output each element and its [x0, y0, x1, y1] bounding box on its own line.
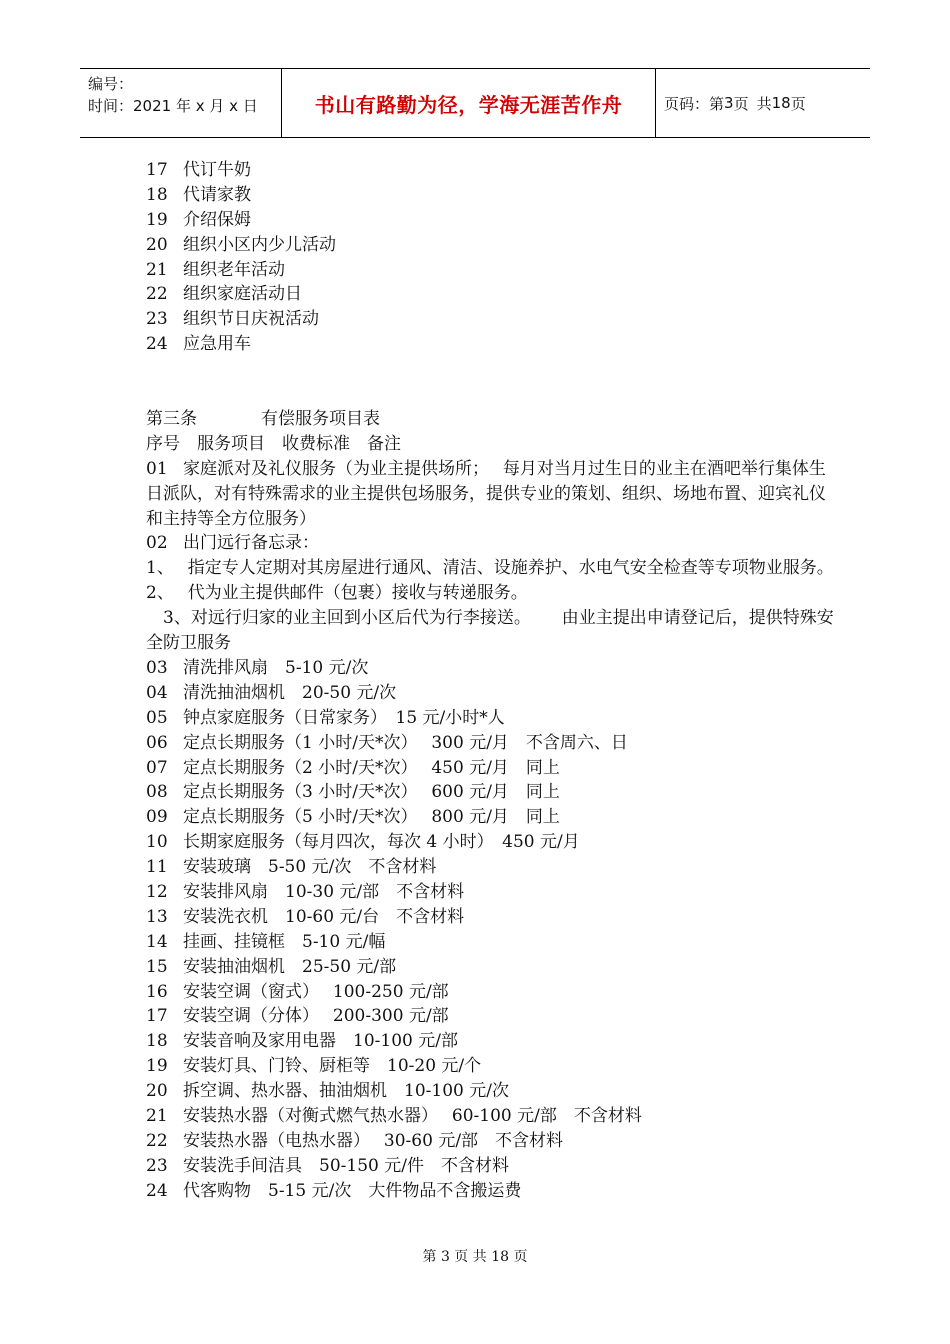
list-item: 14 挂画、挂镜框 5-10 元/幅	[146, 931, 386, 952]
list-item: 21 组织老年活动	[146, 259, 285, 280]
page-indicator	[656, 69, 870, 137]
list-item: 04 清洗抽油烟机 20-50 元/次	[146, 682, 397, 703]
list-item: 08 定点长期服务（3 小时/天*次） 600 元/月 同上	[146, 782, 560, 803]
list-item: 18 代请家教	[146, 184, 251, 205]
list-item: 17 安装空调（分体） 200-300 元/部	[146, 1006, 449, 1027]
page-mid: 页	[733, 94, 749, 113]
page-number: 3	[724, 94, 734, 112]
list-item: 15 安装抽油烟机 25-50 元/部	[146, 956, 397, 977]
list-item: 02 出门远行备忘录：	[146, 533, 319, 554]
header-meta	[80, 69, 282, 137]
list-item: 01 家庭派对及礼仪服务（为业主提供场所； 每月对当月过生日的业主在酒吧举行集体生日派队，对有特殊需求的业主提供包场服务，提供专业的策划、组织、场地布置、迎宾礼仪和主持等全方位服务）	[146, 458, 826, 529]
list-item: 22 组织家庭活动日	[146, 284, 302, 305]
list-item: 19 介绍保姆	[146, 209, 251, 230]
sub-item: 3、对远行归家的业主回到小区后代为行李接送。 由业主提出申请登记后，提供特殊安全防卫服务	[146, 608, 834, 654]
header-motto-cell	[282, 69, 656, 137]
sub-item: 2、 代为业主提供邮件（包裹）接收与转递服务。	[146, 583, 528, 604]
time-label: 时间：2021 年 x 月 x 日	[88, 97, 258, 115]
page-header	[80, 68, 870, 138]
motto: 书山有路勤为径，学海无涯苦作舟	[314, 92, 623, 117]
list-item: 16 安装空调（窗式） 100-250 元/部	[146, 981, 449, 1002]
list-item: 21 安装热水器（对衡式燃气热水器） 60-100 元/部 不含材料	[146, 1105, 642, 1126]
list-item: 06 定点长期服务（1 小时/天*次） 300 元/月 不含周六、日	[146, 732, 628, 753]
list-item: 17 代订牛奶	[146, 160, 251, 180]
column-headers: 序号 服务项目 收费标准 备注	[146, 433, 401, 454]
page-prefix: 页码：第	[664, 94, 725, 113]
document-body	[146, 158, 836, 1204]
list-item: 05 钟点家庭服务（日常家务） 15 元/小时*人	[146, 707, 505, 728]
list-item: 19 安装灯具、门铃、厨柜等 10-20 元/个	[146, 1056, 482, 1077]
page-footer: 第 3 页 共 18 页	[422, 1249, 528, 1265]
list-item: 22 安装热水器（电热水器） 30-60 元/部 不含材料	[146, 1130, 564, 1151]
list-item: 20 组织小区内少儿活动	[146, 234, 336, 255]
list-item: 12 安装排风扇 10-30 元/部 不含材料	[146, 881, 465, 902]
list-item: 11 安装玻璃 5-50 元/次 不含材料	[146, 857, 437, 878]
page-total: 18	[771, 94, 791, 112]
list-item: 24 代客购物 5-15 元/次 大件物品不含搬运费	[146, 1180, 522, 1201]
code-label: 编号：	[88, 75, 134, 93]
sub-item: 1、 指定专人定期对其房屋进行通风、清洁、设施养护、水电气安全检查等专项物业服务。	[146, 558, 834, 579]
list-item: 23 组织节日庆祝活动	[146, 309, 319, 330]
list-item: 18 安装音响及家用电器 10-100 元/部	[146, 1031, 458, 1052]
list-item: 03 清洗排风扇 5-10 元/次	[146, 657, 369, 678]
list-item: 07 定点长期服务（2 小时/天*次） 450 元/月 同上	[146, 757, 560, 778]
list-item: 10 长期家庭服务（每月四次，每次 4 小时） 450 元/月	[146, 832, 580, 853]
list-item: 20 拆空调、热水器、抽油烟机 10-100 元/次	[146, 1081, 509, 1102]
list-item: 09 定点长期服务（5 小时/天*次） 800 元/月 同上	[146, 807, 560, 828]
section-title: 第三条 有偿服务项目表	[146, 408, 380, 429]
page-total-suffix: 页	[790, 94, 806, 113]
page-total-prefix: 共	[756, 94, 772, 113]
list-item: 13 安装洗衣机 10-60 元/台 不含材料	[146, 906, 465, 927]
list-item: 24 应急用车	[146, 334, 251, 355]
list-item: 23 安装洗手间洁具 50-150 元/件 不含材料	[146, 1155, 509, 1176]
